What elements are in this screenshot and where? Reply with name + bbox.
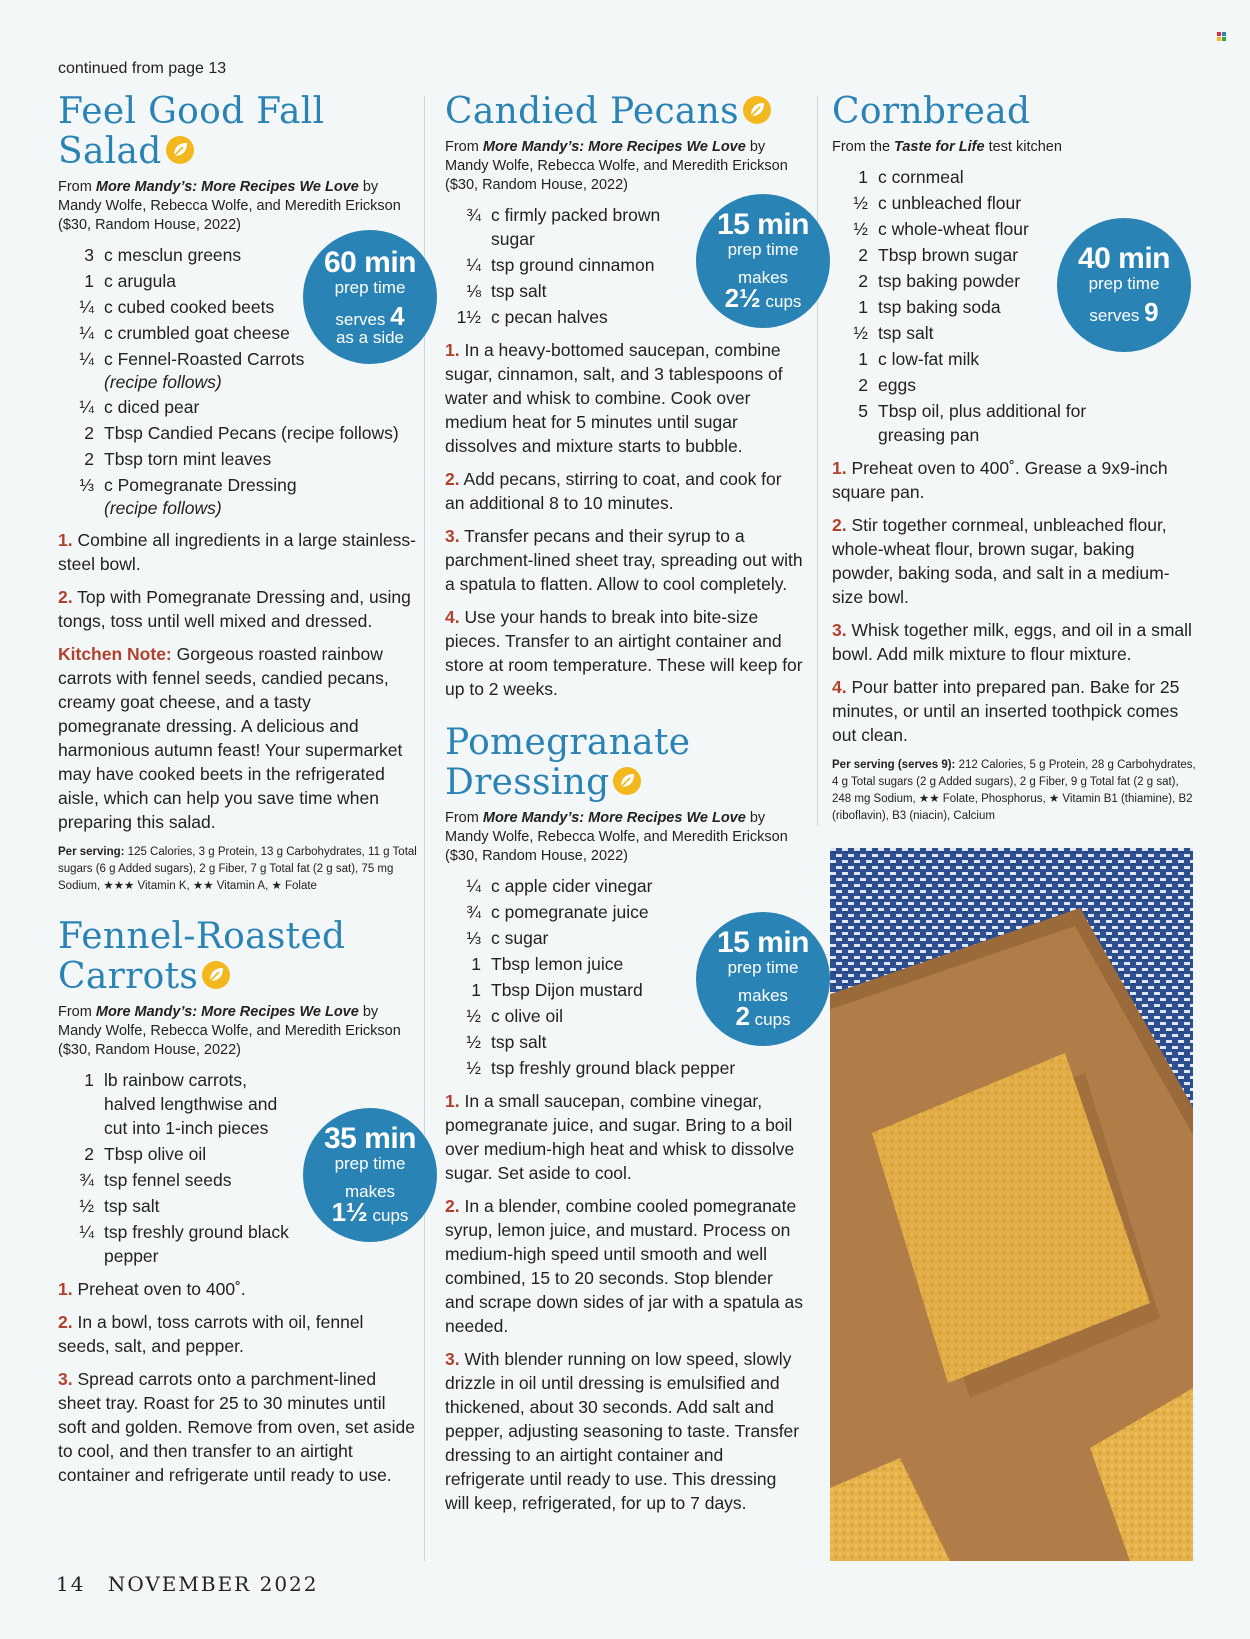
- steps: [445, 338, 805, 701]
- step-text: Transfer pecans and their syrup to a parchment-lined sheet tray, spreading out with a spatula to flatten. Allow to cool completely.: [445, 526, 803, 594]
- prep-time-label: prep time: [334, 278, 406, 297]
- ingredient-list: [445, 203, 685, 329]
- instruction-step: [832, 513, 1197, 609]
- prep-time-value: 60 min: [323, 246, 417, 279]
- ingredient-name: Tbsp torn mint leaves: [104, 449, 272, 469]
- page-number: 14: [56, 1572, 86, 1596]
- ingredient-quantity: 2: [84, 1144, 94, 1164]
- ingredient-name: tsp fennel seeds: [104, 1170, 232, 1190]
- instruction-step: [58, 1367, 418, 1487]
- prep-time-label: prep time: [727, 958, 799, 977]
- ingredient-quantity: 1: [858, 167, 868, 187]
- step-number: 4.: [832, 677, 847, 697]
- ingredient-quantity: ¼: [79, 297, 94, 317]
- ingredient-name: c whole-wheat flour: [878, 219, 1029, 239]
- recipe-title: Candied Pecans: [445, 92, 805, 132]
- instruction-step: [58, 585, 418, 633]
- step-text: Stir together cornmeal, unbleached flour, whole-wheat flour, brown sugar, baking powder, baking soda, and salt in a medium-size bowl.: [832, 515, 1170, 607]
- step-text: Top with Pomegranate Dressing and, using tongs, toss until well mixed and dressed.: [58, 587, 411, 631]
- nutrition-info: Per serving (serves 9): 212 Calories, 5 g Protein, 28 g Carbohydrates, 4 g Total sugars (2 g Added sugars), 2 g Fiber, 9 g Total fat (2 g sat), 248 mg Sodium, ★★ Folate, Phosphorus, ★ Vitamin B1 (thiamine), B2 (riboflavin), B3 (niacin), Calcium: [832, 759, 1196, 822]
- step-number: 3.: [832, 620, 847, 640]
- ingredient-text: [878, 165, 1117, 189]
- recipe-title: Fennel-Roasted Carrots: [58, 916, 346, 997]
- ingredient-quantity: 3: [84, 245, 94, 265]
- ingredient-name: Tbsp Candied Pecans (recipe follows): [104, 423, 399, 443]
- ingredient-name: Tbsp oil, plus additional for greasing pan: [878, 401, 1087, 445]
- step-text: Add pecans, stirring to coat, and cook for an additional 8 to 10 minutes.: [445, 469, 782, 513]
- ingredient-text: [491, 253, 685, 277]
- ingredient-quantity: ½: [466, 1006, 481, 1026]
- ingredient-name: c Pomegranate Dressing: [104, 475, 297, 495]
- ingredient-name: c diced pear: [104, 397, 200, 417]
- recipe-source: From More Mandy’s: More Recipes We Love by Mandy Wolfe, Rebecca Wolfe, and Meredith Erickson ($30, Random House, 2022): [58, 179, 401, 233]
- ingredient-list: [58, 1068, 298, 1268]
- steps: [58, 528, 418, 633]
- instruction-step: [58, 528, 418, 576]
- kitchen-note: Kitchen Note: Gorgeous roasted rainbow carrots with fennel seeds, candied pecans, creamy goat cheese, and a tasty pomegranate dressing. A delicious and harmonious autumn feast! Your supermarket may have cooked beets in the refrigerated aisle, which can help you save time when preparing this salad.: [58, 644, 403, 832]
- step-text: In a bowl, toss carrots with oil, fennel seeds, salt, and pepper.: [58, 1312, 364, 1356]
- ingredient-text: [104, 1194, 298, 1218]
- prep-time-label: prep time: [727, 240, 799, 259]
- instruction-step: [445, 524, 805, 596]
- step-text: In a heavy-bottomed saucepan, combine sugar, cinnamon, salt, and 3 tablespoons of water and whisk to combine. Cook over medium heat for 5 minutes until sugar dissolves and mixture starts to bubble.: [445, 340, 783, 456]
- ingredient-text: [104, 421, 418, 445]
- prep-time-badge: [696, 912, 830, 1046]
- instruction-step: [832, 456, 1197, 504]
- prep-time-value: 35 min: [323, 1122, 417, 1155]
- step-number: 4.: [445, 607, 460, 627]
- steps: [445, 1089, 805, 1515]
- yield-prefix: makes: [344, 1182, 396, 1201]
- ingredient-name: tsp freshly ground black pepper: [104, 1222, 289, 1266]
- corner-mark-icon: [1217, 32, 1227, 42]
- instruction-step: [445, 1194, 805, 1338]
- ingredient-name: tsp baking soda: [878, 297, 1001, 317]
- recipe-title: Feel Good Fall Salad: [58, 91, 325, 172]
- instruction-step: [445, 605, 805, 701]
- ingredient-text: [491, 203, 685, 251]
- ingredient-name: eggs: [878, 375, 916, 395]
- step-number: 2.: [58, 587, 73, 607]
- ingredient-quantity: 1: [471, 980, 481, 1000]
- instruction-step: [58, 1310, 418, 1358]
- ingredient-name: tsp freshly ground black pepper: [491, 1058, 736, 1078]
- yield-prefix: makes: [737, 268, 789, 287]
- ingredient-text: [878, 373, 1117, 397]
- ingredient-item: [58, 473, 418, 519]
- column-divider: [817, 96, 818, 826]
- prep-time-badge: [303, 230, 437, 364]
- ingredient-name: Tbsp lemon juice: [491, 954, 624, 974]
- ingredient-quantity: ¼: [79, 349, 94, 369]
- ingredient-quantity: ⅓: [466, 928, 481, 948]
- step-number: 2.: [58, 1312, 73, 1332]
- ingredient-text: [491, 305, 685, 329]
- recipe-dressing: [445, 723, 805, 1515]
- ingredient-quantity: 2: [858, 245, 868, 265]
- ingredient-name: c crumbled goat cheese: [104, 323, 290, 343]
- recipe-cornbread: [832, 92, 1197, 825]
- step-text: Pour batter into prepared pan. Bake for 25 minutes, or until an inserted toothpick comes out clean.: [832, 677, 1180, 745]
- ingredient-item: [445, 305, 685, 329]
- prep-time-badge: [1057, 218, 1191, 352]
- ingredient-quantity: ½: [853, 323, 868, 343]
- ingredient-item: [832, 217, 1117, 241]
- ingredient-item: [832, 373, 1117, 397]
- ingredient-text: [878, 399, 1117, 447]
- step-number: 3.: [445, 526, 460, 546]
- ingredient-quantity: 5: [858, 401, 868, 421]
- step-number: 1.: [832, 458, 847, 478]
- yield-suffix: as a side: [335, 328, 405, 347]
- step-number: 1.: [58, 1279, 73, 1299]
- yield-line: serves 4: [335, 301, 405, 331]
- ingredient-item: [445, 253, 685, 277]
- ingredient-name: c cubed cooked beets: [104, 297, 275, 317]
- ingredient-name: c olive oil: [491, 1006, 563, 1026]
- ingredient-quantity: 2: [84, 423, 94, 443]
- ingredient-name: tsp salt: [491, 1032, 547, 1052]
- ingredient-item: [58, 1220, 298, 1268]
- instruction-step: [58, 1277, 418, 1301]
- ingredient-item: [58, 1142, 298, 1166]
- ingredient-quantity: ¼: [79, 397, 94, 417]
- ingredient-quantity: ⅛: [466, 281, 481, 301]
- ingredient-quantity: ½: [79, 1196, 94, 1216]
- ingredient-item: [445, 279, 685, 303]
- ingredient-quantity: ½: [466, 1058, 481, 1078]
- leaf-icon: [613, 767, 641, 795]
- ingredient-item: [58, 447, 418, 471]
- ingredient-text: [104, 395, 418, 419]
- ingredient-text: [878, 191, 1117, 215]
- ingredient-quantity: 2: [84, 449, 94, 469]
- recipe-title: Pomegranate Dressing: [445, 722, 691, 803]
- ingredient-name: c arugula: [104, 271, 176, 291]
- ingredient-note: (recipe follows): [104, 498, 222, 518]
- leaf-icon: [202, 961, 230, 989]
- ingredient-text: [878, 347, 1117, 371]
- step-text: In a blender, combine cooled pomegranate syrup, lemon juice, and mustard. Process on medium-high speed until smooth and well combined, 15 to 20 seconds. Stop blender and scrape down sides of jar with a spatula as needed.: [445, 1196, 803, 1336]
- nutrition-info: Per serving: 125 Calories, 3 g Protein, 13 g Carbohydrates, 11 g Total sugars (6 g Added sugars), 2 g Fiber, 7 g Total fat (2 g sat), 75 mg Sodium, ★★★ Vitamin K, ★★ Vitamin A, ★ Folate: [58, 846, 417, 892]
- instruction-step: [445, 1347, 805, 1515]
- ingredient-quantity: 1½: [456, 307, 481, 327]
- ingredient-text: [491, 279, 685, 303]
- recipe-pecans: [445, 92, 805, 701]
- recipe-source: From the Taste for Life test kitchen: [832, 139, 1062, 155]
- ingredient-name: c cornmeal: [878, 167, 964, 187]
- prep-time-badge: [696, 194, 830, 328]
- prep-time-label: prep time: [1088, 274, 1160, 293]
- step-text: Preheat oven to 400˚. Grease a 9x9-inch square pan.: [832, 458, 1168, 502]
- yield-line: 2 cups: [735, 1001, 791, 1031]
- step-text: With blender running on low speed, slowly drizzle in oil until dressing is emulsified and thickened, about 30 seconds. Add salt and pepper, adjusting seasoning to taste. Transfer dressing to an airtight container and refrigerate until ready to use. This dressing will keep, refrigerated, for up to 7 days.: [445, 1349, 800, 1513]
- instruction-step: [445, 338, 805, 458]
- prep-time-value: 15 min: [716, 208, 810, 241]
- ingredient-note: (recipe follows): [104, 372, 222, 392]
- step-number: 2.: [832, 515, 847, 535]
- ingredient-name: c Fennel-Roasted Carrots: [104, 349, 305, 369]
- recipe-title: Cornbread: [832, 91, 1031, 132]
- ingredient-text: [104, 1168, 298, 1192]
- ingredient-quantity: 1: [471, 954, 481, 974]
- step-number: 1.: [445, 340, 460, 360]
- ingredient-name: c sugar: [491, 928, 549, 948]
- ingredient-name: tsp salt: [104, 1196, 160, 1216]
- ingredient-quantity: ¼: [466, 876, 481, 896]
- ingredient-name: c pecan halves: [491, 307, 608, 327]
- step-text: In a small saucepan, combine vinegar, pomegranate juice, and sugar. Bring to a boil over medium-high heat and whisk to dissolve sugar. Set aside to cool.: [445, 1091, 795, 1183]
- recipe-salad: [58, 92, 418, 895]
- ingredient-quantity: ⅓: [79, 475, 94, 495]
- ingredient-quantity: ¼: [79, 1222, 94, 1242]
- ingredient-item: [445, 203, 685, 251]
- instruction-step: [832, 618, 1197, 666]
- yield-line: serves 9: [1089, 297, 1159, 327]
- leaf-icon: [743, 96, 771, 124]
- ingredient-text: [491, 874, 805, 898]
- ingredient-item: [832, 399, 1117, 447]
- ingredient-name: Tbsp brown sugar: [878, 245, 1019, 265]
- instruction-step: [832, 675, 1197, 747]
- ingredient-quantity: ¾: [79, 1170, 94, 1190]
- step-text: Preheat oven to 400˚.: [77, 1279, 246, 1299]
- ingredient-item: [832, 347, 1117, 371]
- ingredient-quantity: ¾: [466, 902, 481, 922]
- prep-time-value: 15 min: [716, 926, 810, 959]
- ingredient-quantity: ¼: [79, 323, 94, 343]
- yield-prefix: makes: [737, 986, 789, 1005]
- ingredient-name: c firmly packed brown sugar: [491, 205, 661, 249]
- issue-date: NOVEMBER 2022: [107, 1572, 319, 1596]
- ingredient-item: [445, 874, 805, 898]
- ingredient-quantity: ½: [466, 1032, 481, 1052]
- ingredient-quantity: 1: [858, 349, 868, 369]
- ingredient-quantity: ¾: [466, 205, 481, 225]
- step-number: 3.: [445, 1349, 460, 1369]
- yield-line: 1½ cups: [331, 1197, 409, 1227]
- cornbread-photo: [830, 848, 1193, 1561]
- ingredient-text: [104, 1142, 298, 1166]
- recipe-source: From More Mandy’s: More Recipes We Love by Mandy Wolfe, Rebecca Wolfe, and Meredith Erickson ($30, Random House, 2022): [58, 1004, 401, 1058]
- ingredient-item: [832, 191, 1117, 215]
- ingredient-name: Tbsp olive oil: [104, 1144, 207, 1164]
- ingredient-quantity: 2: [858, 375, 868, 395]
- ingredient-name: c apple cider vinegar: [491, 876, 653, 896]
- ingredient-quantity: 1: [84, 271, 94, 291]
- ingredient-name: c mesclun greens: [104, 245, 242, 265]
- step-number: 2.: [445, 469, 460, 489]
- step-text: Combine all ingredients in a large stainless-steel bowl.: [58, 530, 416, 574]
- ingredient-name: Tbsp Dijon mustard: [491, 980, 643, 1000]
- ingredient-item: [58, 1068, 298, 1140]
- ingredient-item: [58, 395, 418, 419]
- ingredient-item: [832, 165, 1117, 189]
- step-number: 3.: [58, 1369, 73, 1389]
- continued-note: continued from page 13: [58, 60, 227, 77]
- ingredient-quantity: 1: [858, 297, 868, 317]
- prep-time-value: 40 min: [1077, 242, 1171, 275]
- ingredient-text: [491, 1056, 805, 1080]
- step-number: 2.: [445, 1196, 460, 1216]
- step-number: 1.: [58, 530, 73, 550]
- instruction-step: [445, 467, 805, 515]
- ingredient-item: [445, 1056, 805, 1080]
- ingredient-quantity: 1: [84, 1070, 94, 1090]
- recipe-source: From More Mandy’s: More Recipes We Love by Mandy Wolfe, Rebecca Wolfe, and Meredith Erickson ($30, Random House, 2022): [445, 139, 788, 193]
- prep-time-badge: [303, 1108, 437, 1242]
- page-footer: [56, 1572, 319, 1596]
- ingredient-item: [58, 421, 418, 445]
- step-text: Spread carrots onto a parchment-lined sheet tray. Roast for 25 to 30 minutes until soft and golden. Remove from oven, set aside to cool, and then transfer to an airtight container and refrigerate until ready to use.: [58, 1369, 416, 1485]
- ingredient-quantity: ½: [853, 193, 868, 213]
- ingredient-name: c unbleached flour: [878, 193, 1022, 213]
- ingredient-text: [104, 473, 418, 519]
- step-text: Use your hands to break into bite-size pieces. Transfer to an airtight container and store at room temperature. These will keep for up to 2 weeks.: [445, 607, 803, 699]
- steps: [58, 1277, 418, 1487]
- ingredient-name: tsp salt: [878, 323, 934, 343]
- ingredient-text: [104, 1220, 298, 1268]
- steps: [832, 456, 1197, 747]
- step-number: 1.: [445, 1091, 460, 1111]
- ingredient-name: c pomegranate juice: [491, 902, 649, 922]
- prep-time-label: prep time: [334, 1154, 406, 1173]
- ingredient-text: [104, 1068, 298, 1140]
- ingredient-item: [58, 1168, 298, 1192]
- step-text: Whisk together milk, eggs, and oil in a small bowl. Add milk mixture to flour mixture.: [832, 620, 1192, 664]
- ingredient-quantity: 2: [858, 271, 868, 291]
- ingredient-name: c low-fat milk: [878, 349, 980, 369]
- ingredient-name: tsp baking powder: [878, 271, 1021, 291]
- ingredient-name: tsp salt: [491, 281, 547, 301]
- ingredient-text: [104, 447, 418, 471]
- column-right: [832, 92, 1197, 825]
- ingredient-quantity: ¼: [466, 255, 481, 275]
- ingredient-name: tsp ground cinnamon: [491, 255, 655, 275]
- instruction-step: [445, 1089, 805, 1185]
- leaf-icon: [166, 136, 194, 164]
- ingredient-name: lb rainbow carrots, halved lengthwise and cut into 1-inch pieces: [104, 1070, 278, 1138]
- yield-line: 2½ cups: [724, 283, 802, 313]
- ingredient-quantity: ½: [853, 219, 868, 239]
- recipe-source: From More Mandy’s: More Recipes We Love by Mandy Wolfe, Rebecca Wolfe, and Meredith Erickson ($30, Random House, 2022): [445, 810, 788, 864]
- ingredient-item: [58, 1194, 298, 1218]
